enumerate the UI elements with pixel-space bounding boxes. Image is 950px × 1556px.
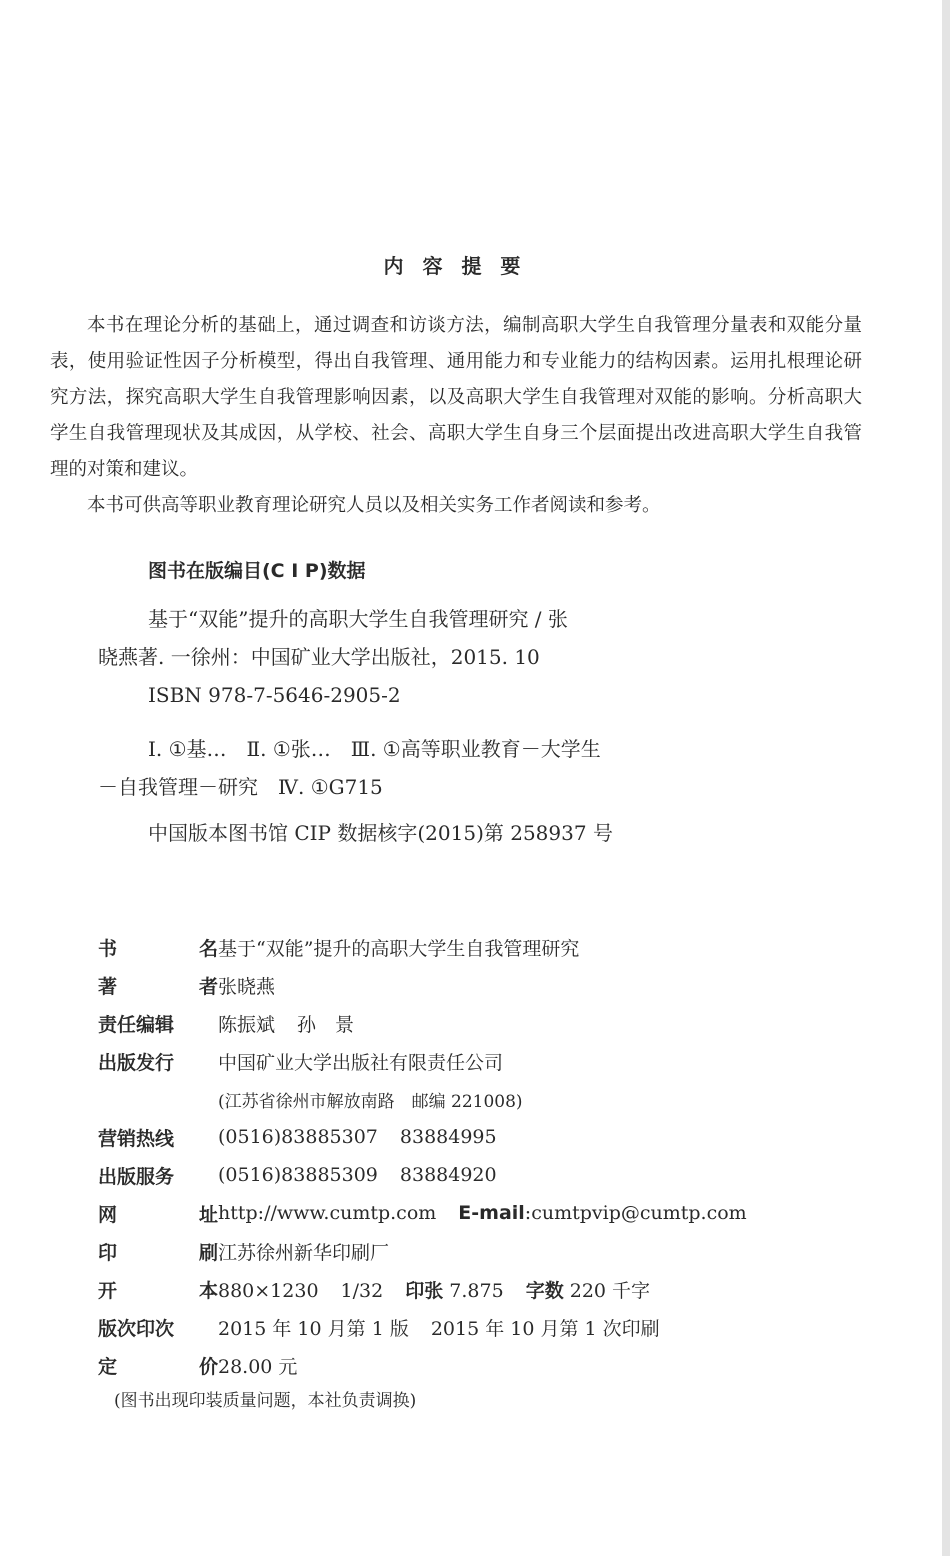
- cip-record: [98, 814, 738, 852]
- info-value: 江苏徐州新华印刷厂: [218, 1241, 390, 1264]
- info-row-title: [98, 928, 878, 966]
- info-row-edition: [98, 1308, 878, 1346]
- website-url: http://www.cumtp.com: [218, 1202, 437, 1224]
- info-value: [218, 1202, 747, 1224]
- info-label: 著 者: [98, 975, 218, 998]
- email-address: :cumtpvip@cumtp.com: [524, 1202, 747, 1224]
- info-value: 880×1230 1/32 印张 7.875 字数 220 千字: [218, 1279, 651, 1302]
- info-label: 开 本: [98, 1279, 218, 1302]
- cip-line: Ⅰ. ①基… Ⅱ. ①张… Ⅲ. ①高等职业教育－大学生: [148, 737, 601, 761]
- info-label: 出版发行: [98, 1051, 175, 1074]
- info-row-price: [98, 1346, 878, 1384]
- info-row-author: [98, 966, 878, 1004]
- info-value: 陈振斌 孙 景: [218, 1013, 355, 1036]
- cip-title: 图书在版编目(C I P)数据: [148, 560, 366, 582]
- info-label: 定 价: [98, 1355, 218, 1378]
- email-label: E-mail: [458, 1202, 525, 1224]
- publication-info: [98, 928, 878, 1384]
- info-value: 中国矿业大学出版社有限责任公司: [218, 1051, 504, 1074]
- info-row-website: [98, 1194, 878, 1232]
- cip-line: 晓燕著. 一徐州：中国矿业大学出版社，2015. 10: [98, 645, 540, 669]
- abstract-heading: 内 容 提 要: [383, 254, 527, 278]
- abstract-paragraph: 本书在理论分析的基础上，通过调查和访谈方法，编制高职大学生自我管理分量表和双能分量表，使用验证性因子分析模型，得出自我管理、通用能力和专业能力的结构因素。运用扎根理论研究方法，探究高职大学生自我管理影响因素，以及高职大学生自我管理对双能的影响。分析高职大学生自我管理现状及其成因，从学校、社会、高职大学生自身三个层面提出改进高职大学生自我管理的对策和建议。: [50, 315, 862, 480]
- info-value: (0516)83885307 83884995: [218, 1126, 497, 1148]
- info-row-marketing: [98, 1118, 878, 1156]
- cip-classification: [98, 730, 738, 806]
- info-label: 营销热线: [98, 1127, 175, 1150]
- info-value: 2015 年 10 月第 1 版 2015 年 10 月第 1 次印刷: [218, 1317, 660, 1340]
- cip-record-number: 中国版本图书馆 CIP 数据核字(2015)第 258937 号: [148, 821, 613, 845]
- info-row-editor: [98, 1004, 878, 1042]
- info-row-format: [98, 1270, 878, 1308]
- info-row-publisher: [98, 1042, 878, 1080]
- info-label: 版次印次: [98, 1317, 175, 1340]
- info-label: 书 名: [98, 937, 218, 960]
- info-label: 责任编辑: [98, 1013, 175, 1036]
- info-label: 印 刷: [98, 1241, 218, 1264]
- publisher-address: (江苏省徐州市解放南路 邮编 221008): [218, 1091, 523, 1112]
- info-value: (0516)83885309 83884920: [218, 1164, 497, 1186]
- info-value: 基于“双能”提升的高职大学生自我管理研究: [218, 937, 580, 960]
- info-row-service: [98, 1156, 878, 1194]
- info-label: 网 址: [98, 1203, 218, 1226]
- abstract-paragraph: 本书可供高等职业教育理论研究人员以及相关实务工作者阅读和参考。: [87, 495, 661, 516]
- info-row-printer: [98, 1232, 878, 1270]
- quality-note: (图书出现印装质量问题，本社负责调换): [114, 1391, 417, 1411]
- cip-description: [98, 600, 738, 714]
- info-value: 28.00 元: [218, 1355, 298, 1378]
- cip-line: －自我管理－研究 Ⅳ. ①G715: [98, 775, 383, 799]
- abstract-body: [50, 308, 862, 524]
- page-edge: [942, 0, 950, 1556]
- info-row-address: [98, 1080, 878, 1118]
- cip-isbn: ISBN 978-7-5646-2905-2: [148, 683, 401, 707]
- info-label: 出版服务: [98, 1165, 175, 1188]
- info-value: 张晓燕: [218, 975, 276, 998]
- cip-line: 基于“双能”提升的高职大学生自我管理研究 / 张: [148, 607, 568, 631]
